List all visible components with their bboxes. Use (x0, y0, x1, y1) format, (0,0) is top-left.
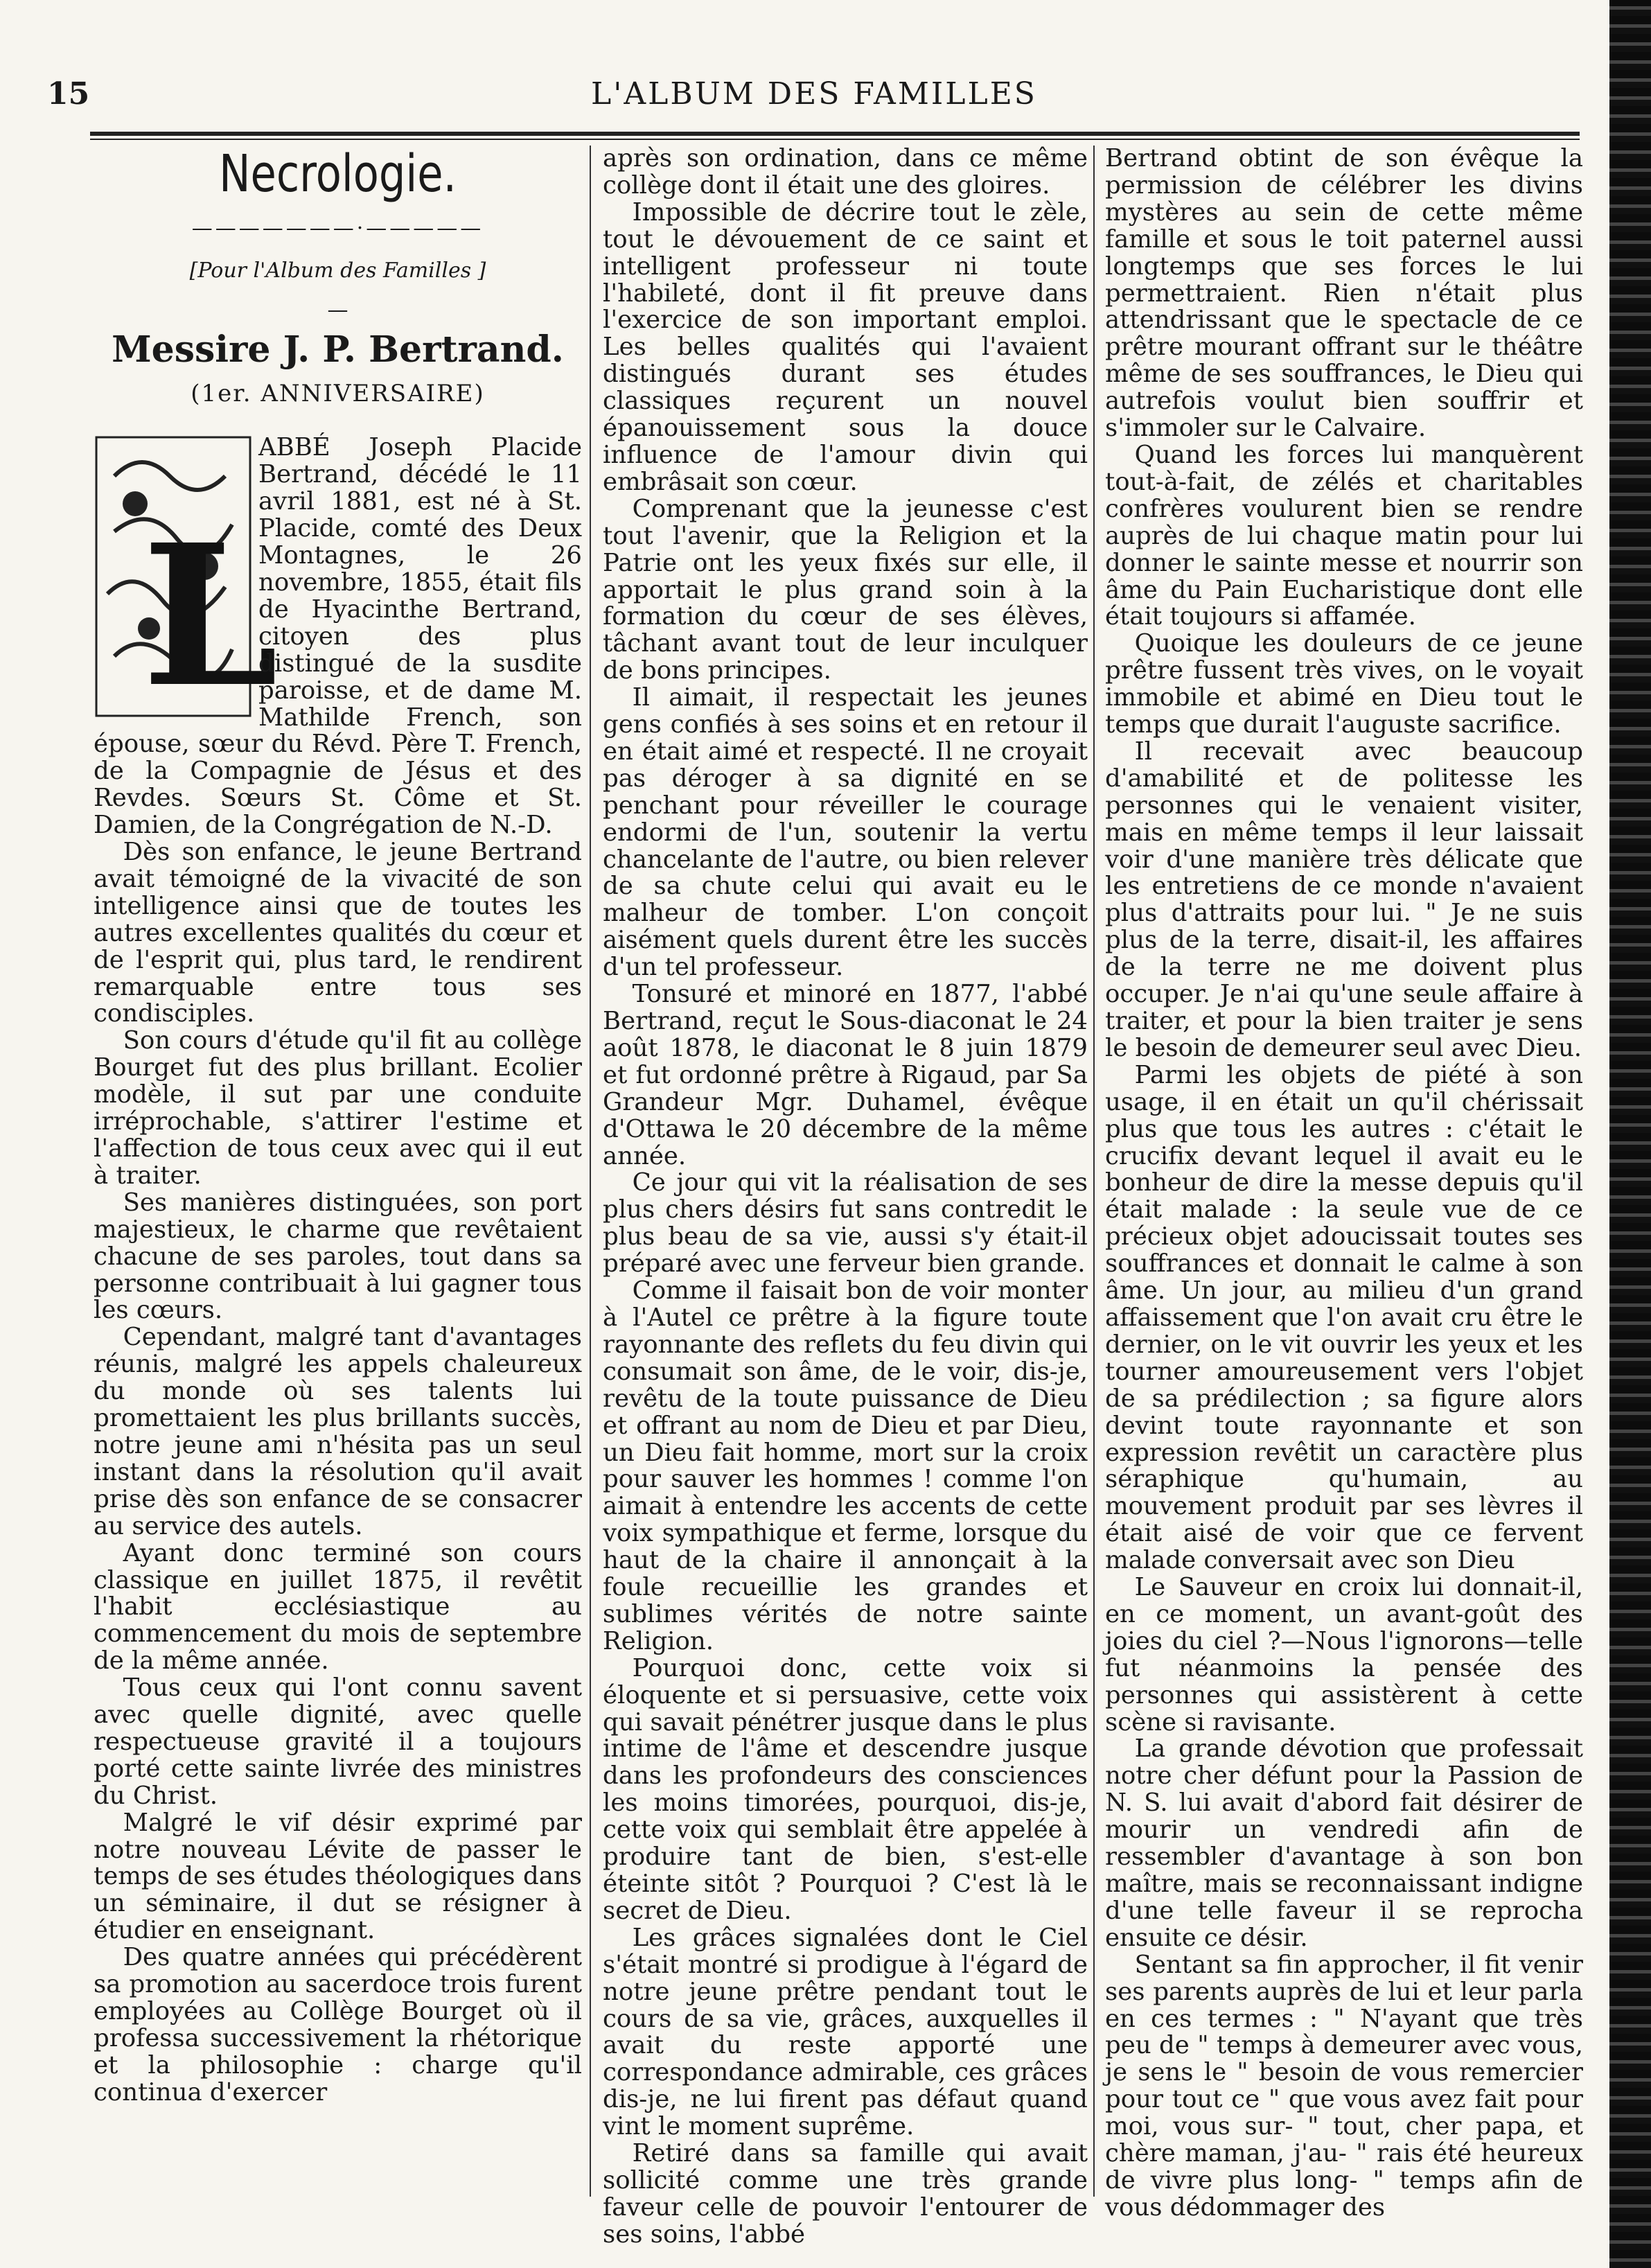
paragraph: Ses manières distinguées, son port majestieux, le charme que revêtaient chacune de ses paroles, tout dans sa personne contribuait à lui gagner tous les cœurs. (94, 1188, 582, 1325)
paragraph: Impossible de décrire tout le zèle, tout le dévouement de ce saint et intelligent professeur ni toute l'habileté, dont il fit preuve dans l'exercice de son important emploi. Les belles qualités qui l'avaient distingués durant ses études classiques reçurent un nouvel épanouissement sous la douce influence de l'amour divin qui embrâsait son cœur. (603, 197, 1088, 496)
paragraph: Quand les forces lui manquèrent tout-à-fait, de zélés et charitables confrères voulurent bien se rendre auprès de lui chaque matin pour lui donner le sainte messe et nourrir son âme du Pain Eucharistique dont elle était toujours si affamée. (1105, 440, 1583, 631)
paragraph: Ce jour qui vit la réalisation de ses plus chers désirs fut sans contredit le plus beau de sa vie, aussi s'y était-il préparé avec une ferveur bien grande. (603, 1168, 1088, 1278)
short-dash: — (327, 297, 348, 322)
paragraph: Quoique les douleurs de ce jeune prêtre fussent très vives, on le voyait immobile et abimé en Dieu tout le temps que durait l'auguste sacrifice. (1105, 629, 1583, 739)
column-divider (1093, 146, 1095, 2197)
header-rule (90, 132, 1580, 136)
page-header (42, 76, 1587, 132)
paragraph: La grande dévotion que professait notre cher défunt pour la Passion de N. S. lui avait d'abord fait désirer de mourir un vendredi afin de ressembler d'avantage à son bon maître, mais se reconnaissant indigne d'une telle faveur il se reprocha ensuite ce désir. (1105, 1734, 1583, 1952)
paragraph: Tous ceux qui l'ont connu savent avec quelle dignité, avec quelle respectueuse gravité il a toujours porté cette sainte livrée des ministres du Christ. (94, 1673, 582, 1810)
page-number: 15 (47, 76, 90, 112)
paragraph: Tonsuré et minoré en 1877, l'abbé Bertrand, reçut le Sous-diaconat le 24 août 1878, le diaconat le 8 juin 1879 et fut ordonné prêtre à Rigaud, par Sa Grandeur Mgr. Duhamel, évêque d'Ottawa le 20 décembre de la même année. (603, 980, 1088, 1170)
paragraph: Comprenant que la jeunesse c'est tout l'avenir, que la Religion et la Patrie ont les yeux fixés sur elle, il apportait le plus grand soin à la formation du cœur de ses élèves, tâchant avant tout de leur inculquer de bons principes. (603, 494, 1088, 685)
paragraph: Cependant, malgré tant d'avantages réunis, malgré les appels chaleureux du monde où ses talents lui promettaient les plus brillants succès, notre jeune ami n'hésita pas un seul instant dans la résolution qu'il avait prise dès son enfance de se consacrer au service des autels. (94, 1323, 582, 1540)
svg-text:L: L (142, 502, 279, 731)
paragraph: Ayant donc terminé son cours classique en juillet 1875, il revêtit l'habit ecclésiastique au commencement du mois de septembre de la même année. (94, 1538, 582, 1676)
obituary-subject: Messire J. P. Bertrand. (112, 328, 564, 371)
paragraph: après son ordination, dans ce même collège dont il était une des gloires. (603, 144, 1088, 200)
paragraph: Bertrand obtint de son évêque la permission de célébrer les divins mystères au sein de cette même famille et sous le toit paternel aussi longtemps que ses forces le lui permettraient. Rien n'était plus attendrissant que le spectacle de ce prêtre mourant offrant sur le théâtre même de ses souffrances, le Dieu qui autrefois voulut bien souffrir et s'immoler sur le Calvaire. (1105, 144, 1583, 443)
column-3 (1105, 146, 1583, 2222)
paragraph: Son cours d'étude qu'il fit au collège Bourget fut des plus brillant. Ecolier modèle, il sut par une conduite irréprochable, s'attirer l'estime et l'affection de tous ceux avec qui il eut à traiter. (94, 1026, 582, 1190)
column-1 (94, 146, 582, 2107)
paragraph: ABBÉ Joseph Placide Bertrand, décédé le 11 avril 1881, est né à St. Placide, comté des Deux Montagnes, le 26 novembre, 1855, était fils de Hyacinthe Bertrand, citoyen des plus distingué de la susdite paroisse, et de dame M. Mathilde French, son épouse, sœur du Révd. Père T. French, de la Compagnie de Jésus et des Revdes. Sœurs St. Côme et St. Damien, de la Congrégation de N.-D. (94, 433, 582, 840)
ornamental-dropcap-icon (94, 434, 279, 731)
paragraph: Malgré le vif désir exprimé par notre nouveau Lévite de passer le temps de ses études théologiques dans un séminaire, il dut se résigner à étudier en enseignant. (94, 1808, 582, 1945)
paragraph: Retiré dans sa famille qui avait sollicité comme une très grande faveur celle de pouvoir l'entourer de ses soins, l'abbé (603, 2139, 1088, 2249)
paragraph: Dès son enfance, le jeune Bertrand avait témoigné de la vivacité de son intelligence ainsi que de toutes les autres excellentes qualités du cœur et de l'esprit qui, plus tard, le rendirent remarquable entre tous ses condisciples. (94, 838, 582, 1028)
header-rule-thin (90, 139, 1580, 140)
article-opening (94, 434, 582, 839)
paragraph: Les grâces signalées dont le Ciel s'était montré si prodigue à l'égard de notre jeune prêtre pendant tout le cours de sa vie, grâces, auxquelles il avait du reste apporté une correspondance admirable, ces grâces dis-je, ne lui firent pas défaut quand vint le moment suprême. (603, 1923, 1088, 2141)
column-divider (590, 146, 591, 2197)
paragraph: Il aimait, il respectait les jeunes gens confiés à ses soins et en retour il en était aimé et respecté. Il ne croyait pas déroger à sa dignité en se penchant pour réveiller le courage endormi de l'un, soutenir la vertu chancelante de l'autre, ou bien relever de sa chute celui qui avait eu le malheur de tomber. L'on conçoit aisément quels durent être les succès d'un tel professeur. (603, 683, 1088, 982)
paragraph: Le Sauveur en croix lui donnait-il, en ce moment, un avant-goût des joies du ciel ?—Nous l'ignorons—telle fut néanmoins la pensée des personnes qui assistèrent à cette scène si ravisante. (1105, 1573, 1583, 1737)
page-edge-shadow (1609, 0, 1651, 2268)
paragraph: Pourquoi donc, cette voix si éloquente et si persuasive, cette voix qui savait pénétrer jusque dans le plus intime de l'âme et descendre jusque dans les profondeurs des consciences les moins timorées, pourquoi, dis-je, cette voix qui semblait être appelée à produire tant de bien, s'est-elle éteinte sitôt ? Pourquoi ? C'est là le secret de Dieu. (603, 1653, 1088, 1925)
column-2 (603, 146, 1088, 2249)
running-title: L'ALBUM DES FAMILLES (591, 76, 1037, 112)
paragraph: Comme il faisait bon de voir monter à l'Autel ce prêtre à la figure toute rayonnante des reflets du feu divin qui consumait son âme, de le voir, dis-je, revêtu de la toute puissance de Dieu et offrant au nom de Dieu et par Dieu, un Dieu fait homme, mort sur la croix pour sauver les hommes ! comme l'on aimait à entendre les accents de cette voix sympathique et ferme, lorsque du haut de la chaire il annonçait à la foule recueillie les grandes et sublimes vérités de notre sainte Religion. (603, 1276, 1088, 1655)
paragraph: Des quatre années qui précédèrent sa promotion au sacerdoce trois furent employées au Collège Bourget où il professa successivement la rhétorique et la philosophie : charge qu'il continua d'exercer (94, 1943, 582, 2107)
section-title: Necrologie. (219, 144, 457, 204)
paragraph: Sentant sa fin approcher, il fit venir ses parents auprès de lui et leur parla en ces termes : " N'ayant que très peu de " temps à demeurer avec vous, je sens le " besoin de vous remercier pour tout ce " que vous avez fait pour moi, vous sur- " tout, cher papa, et chère maman, j'au- " rais été heureux de vivre plus long- " temps afin de vous dédommager des (1105, 1950, 1583, 2222)
paragraph: Il recevait avec beaucoup d'amabilité et de politesse les personnes qui le venaient visiter, mais en même temps il leur laissait voir d'une manière très délicate que les entretiens de ce monde n'avaient plus d'attraits pour lui. " Je ne suis plus de la terre, disait-il, les affaires de la terre ne me doivent plus occuper. Je n'ai qu'une seule affaire à traiter, et pour la bien traiter je sens le besoin de demeurer seul avec Dieu. (1105, 737, 1583, 1062)
paragraph: Parmi les objets de piété à son usage, il en était un qu'il chérissait plus que tous les autres : c'était le crucifix devant lequel il avait eu le bonheur de dire la messe depuis qu'il était malade : la seule vue de ce précieux objet adoucissait toutes ses souffrances et donnait le calme à son âme. Un jour, au milieu d'un grand affaissement que l'on avait cru être le dernier, on le vit ouvrir les yeux et les tourner amoureusement vers l'objet de sa prédilection ; sa figure alors devint toute rayonnante et son expression revêtit un caractère plus séraphique qu'humain, au mouvement produit par ses lèvres il était aisé de voir que ce fervent malade conversait avec son Dieu (1105, 1060, 1583, 1575)
credit-line: [Pour l'Album des Familles ] (189, 258, 486, 283)
anniversary-label: (1er. ANNIVERSAIRE) (191, 379, 485, 407)
dash-rule: ———————·————— (191, 216, 484, 240)
